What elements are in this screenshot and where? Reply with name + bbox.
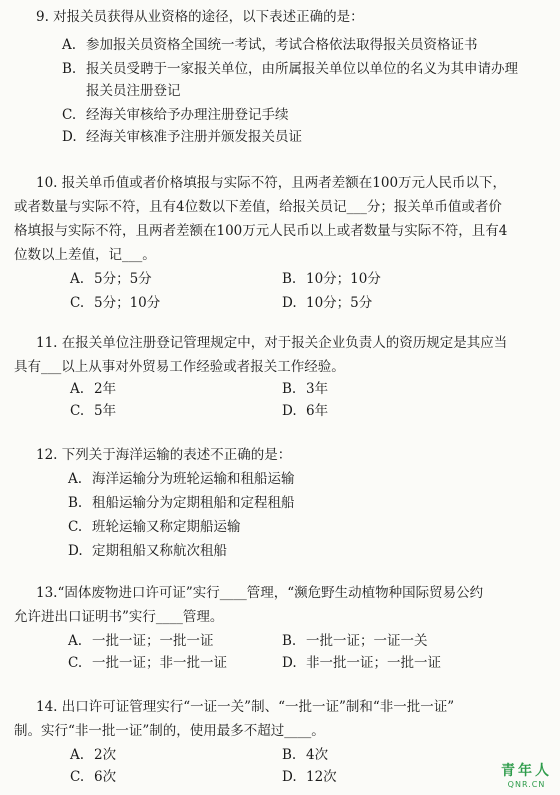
option-letter: D. (282, 769, 297, 785)
option-text: 班轮运输又称定期船运输 (92, 519, 241, 535)
watermark-sub: QNR.CN (507, 780, 546, 789)
option-letter: D. (282, 295, 297, 311)
option-letter: C. (68, 519, 83, 535)
option-letter: B. (282, 633, 297, 649)
option-a (68, 468, 295, 491)
option-b (68, 492, 295, 515)
option-letter: D. (68, 543, 83, 559)
option-text: 12次 (306, 769, 337, 785)
option-b (282, 630, 428, 653)
option-text: 一批一证；一批一证 (92, 633, 214, 649)
question-stem: 10. 报关单币值或者价格填报与实际不符，且两者差额在100万元人民币以下， (36, 175, 507, 191)
option-d (282, 292, 372, 315)
option-d (282, 652, 441, 675)
question-stem: 9. 对报关员获得从业资格的途径，以下表述正确的是： (36, 9, 364, 25)
option-text: 5分；10分 (94, 295, 161, 311)
option-letter: B. (282, 381, 297, 397)
question-stem: 格填报与实际不符，且两者差额在100万元人民币以上或者数量与实际不符，且有4 (14, 223, 508, 239)
option-letter: B. (68, 495, 83, 511)
option-c (70, 766, 116, 789)
option-d (282, 400, 328, 423)
option-letter: A. (70, 271, 85, 287)
option-text: 4次 (306, 747, 329, 763)
option-text: 10分；5分 (306, 295, 373, 311)
option-text: 经海关审核给予办理注册登记手续 (86, 107, 289, 123)
question-stem: 13.“固体废物进口许可证”实行____管理，“濒危野生动植物种国际贸易公约 (36, 585, 484, 601)
option-a (68, 630, 214, 653)
option-b (282, 268, 381, 291)
option-text: 一批一证；一证一关 (306, 633, 428, 649)
option-text: 5年 (94, 403, 117, 419)
option-b-continued (62, 80, 181, 103)
option-letter: C. (70, 295, 85, 311)
option-c (62, 104, 289, 127)
watermark-main: 青年人 (501, 763, 552, 779)
option-c (68, 516, 241, 539)
option-letter: B. (282, 271, 297, 287)
option-c (70, 400, 116, 423)
option-text: 一批一证；非一批一证 (92, 655, 227, 671)
question-stem: 制。实行“非一批一证”制的，使用最多不超过____。 (14, 723, 325, 739)
option-letter: A. (68, 471, 83, 487)
option-c (70, 292, 160, 315)
option-a (62, 34, 478, 57)
option-letter: D. (282, 655, 297, 671)
option-b (282, 378, 328, 401)
option-letter: D. (282, 403, 297, 419)
option-text: 2年 (94, 381, 117, 397)
question-stem: 具有___以上从事对外贸易工作经验或者报关工作经验。 (14, 359, 345, 375)
question-stem: 12. 下列关于海洋运输的表述不正确的是： (36, 447, 292, 463)
option-letter: B. (282, 747, 297, 763)
question-stem: 允许进出口证明书”实行____管理。 (14, 609, 224, 625)
option-a (70, 268, 152, 291)
option-text: 非一批一证；一批一证 (306, 655, 441, 671)
option-text: 经海关审核准予注册并颁发报关员证 (86, 129, 302, 145)
option-text: 5分；5分 (94, 271, 152, 287)
option-a (70, 744, 116, 767)
option-a (70, 378, 116, 401)
question-stem: 位数以上差值，记___。 (14, 247, 156, 263)
option-letter: C. (70, 403, 85, 419)
option-letter: C. (62, 107, 77, 123)
watermark-logo (501, 760, 552, 789)
option-b (62, 58, 518, 81)
option-letter: C. (68, 655, 83, 671)
option-letter: A. (62, 37, 77, 53)
option-text: 6次 (94, 769, 117, 785)
option-text: 定期租船又称航次租船 (92, 543, 227, 559)
option-d (62, 126, 302, 149)
option-letter: A. (70, 381, 85, 397)
option-d (282, 766, 337, 789)
option-text: 2次 (94, 747, 117, 763)
option-b (282, 744, 328, 767)
option-d (68, 540, 227, 563)
option-text: 报关员受聘于一家报关单位，由所属报关单位以单位的名义为其申请办理 (86, 61, 518, 77)
option-text: 海洋运输分为班轮运输和租船运输 (92, 471, 295, 487)
option-letter: A. (70, 747, 85, 763)
option-text: 3年 (306, 381, 329, 397)
option-text: 报关员注册登记 (86, 83, 181, 99)
question-stem: 14. 出口许可证管理实行“一证一关”制、“一批一证”制和“非一批一证” (36, 699, 455, 715)
option-c (68, 652, 227, 675)
option-text: 参加报关员资格全国统一考试，考试合格依法取得报关员资格证书 (86, 37, 478, 53)
option-text: 租船运输分为定期租船和定程租船 (92, 495, 295, 511)
option-text: 10分；10分 (306, 271, 381, 287)
option-letter: A. (68, 633, 83, 649)
option-letter: C. (70, 769, 85, 785)
question-stem: 或者数量与实际不符，且有4位数以下差值，给报关员记___分；报关单币值或者价 (14, 199, 502, 215)
option-letter: B. (62, 61, 77, 77)
option-text: 6年 (306, 403, 329, 419)
option-letter: D. (62, 129, 77, 145)
question-stem: 11. 在报关单位注册登记管理规定中，对于报关企业负责人的资历规定是其应当 (36, 335, 508, 351)
